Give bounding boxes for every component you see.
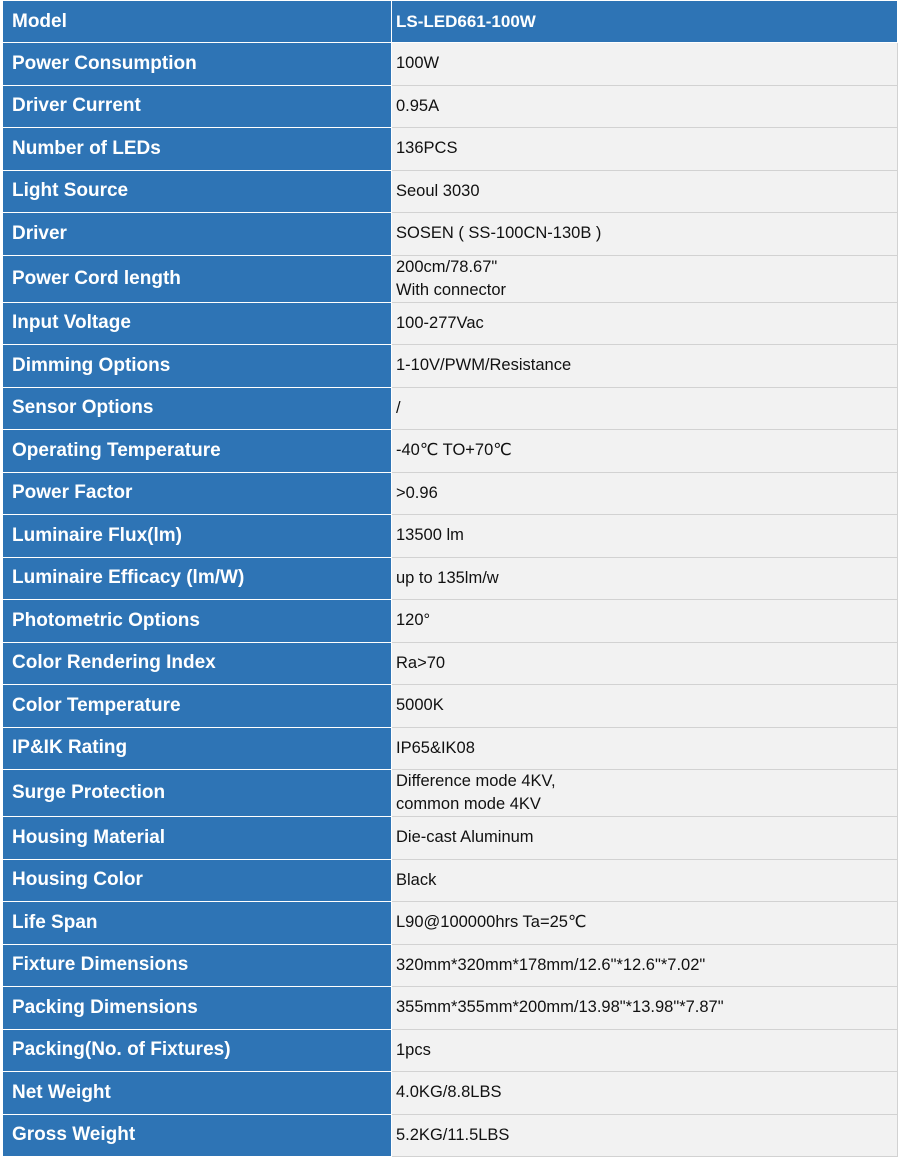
spec-row — [4, 770, 898, 817]
spec-row — [4, 255, 898, 302]
spec-value — [392, 685, 898, 728]
spec-value-line: Ra>70 — [396, 653, 446, 672]
spec-value-line: SOSEN ( SS-100CN-130B ) — [396, 224, 602, 243]
spec-value — [392, 85, 898, 128]
spec-row — [4, 817, 898, 860]
spec-value-line: 5000K — [396, 696, 444, 715]
spec-value — [392, 1114, 898, 1157]
spec-row — [4, 472, 898, 515]
spec-label: Gross Weight — [4, 1114, 392, 1157]
spec-label: Input Voltage — [4, 302, 392, 345]
spec-value-line: 100W — [396, 54, 440, 73]
spec-value — [392, 770, 898, 817]
spec-value-line: Seoul 3030 — [396, 181, 480, 200]
spec-value-line: 320mm*320mm*178mm/12.6"*12.6"*7.02" — [396, 955, 706, 974]
spec-value — [392, 128, 898, 171]
spec-row — [4, 430, 898, 473]
spec-row — [4, 685, 898, 728]
spec-label: Driver Current — [4, 85, 392, 128]
spec-value-line: 100-277Vac — [396, 313, 484, 332]
spec-value-line: 0.95A — [396, 96, 440, 115]
spec-value — [392, 345, 898, 388]
spec-label: Power Factor — [4, 472, 392, 515]
spec-label: Photometric Options — [4, 600, 392, 643]
spec-label: Housing Material — [4, 817, 392, 860]
spec-row — [4, 987, 898, 1030]
spec-label: Packing Dimensions — [4, 987, 392, 1030]
spec-value — [392, 302, 898, 345]
spec-value — [392, 817, 898, 860]
spec-value-line: 120° — [396, 611, 431, 630]
spec-row — [4, 302, 898, 345]
header-row — [4, 1, 898, 43]
spec-value-line: -40℃ TO+70℃ — [396, 441, 512, 460]
spec-label: Surge Protection — [4, 770, 392, 817]
spec-value — [392, 859, 898, 902]
spec-label: Light Source — [4, 170, 392, 213]
spec-value — [392, 255, 898, 302]
spec-row — [4, 859, 898, 902]
spec-value — [392, 387, 898, 430]
spec-row — [4, 727, 898, 770]
spec-label: Housing Color — [4, 859, 392, 902]
spec-value-line: >0.96 — [396, 483, 438, 502]
spec-value — [392, 944, 898, 987]
spec-table — [3, 0, 898, 1157]
spec-label: Operating Temperature — [4, 430, 392, 473]
spec-label: Sensor Options — [4, 387, 392, 430]
spec-label: Packing(No. of Fixtures) — [4, 1029, 392, 1072]
spec-label: Net Weight — [4, 1072, 392, 1115]
spec-row — [4, 1072, 898, 1115]
spec-label: Fixture Dimensions — [4, 944, 392, 987]
spec-value-line: 355mm*355mm*200mm/13.98"*13.98"*7.87" — [396, 998, 724, 1017]
spec-value — [392, 170, 898, 213]
spec-row — [4, 213, 898, 256]
spec-value — [392, 727, 898, 770]
spec-row — [4, 345, 898, 388]
spec-row — [4, 85, 898, 128]
spec-label: Driver — [4, 213, 392, 256]
spec-value — [392, 1072, 898, 1115]
spec-table-body — [4, 1, 898, 1157]
spec-value — [392, 213, 898, 256]
spec-value — [392, 557, 898, 600]
spec-label: Color Temperature — [4, 685, 392, 728]
spec-value — [392, 600, 898, 643]
spec-value-line: / — [396, 398, 401, 417]
spec-value-line: Difference mode 4KV, — [396, 772, 556, 790]
spec-row — [4, 642, 898, 685]
spec-value-line: L90@100000hrs Ta=25℃ — [396, 913, 587, 932]
spec-label: Color Rendering Index — [4, 642, 392, 685]
spec-row — [4, 515, 898, 558]
spec-row — [4, 128, 898, 171]
spec-value — [392, 902, 898, 945]
spec-value-line: 4.0KG/8.8LBS — [396, 1083, 502, 1102]
spec-value-line: 1pcs — [396, 1040, 431, 1059]
spec-value-line: 13500 lm — [396, 526, 464, 545]
spec-value — [392, 642, 898, 685]
spec-value-line: 1-10V/PWM/Resistance — [396, 356, 572, 375]
spec-value-line: 5.2KG/11.5LBS — [396, 1125, 510, 1144]
spec-value-line: common mode 4KV — [396, 795, 541, 813]
spec-label: Luminaire Flux(lm) — [4, 515, 392, 558]
spec-label: IP&IK Rating — [4, 727, 392, 770]
spec-row — [4, 902, 898, 945]
spec-row — [4, 387, 898, 430]
spec-value-line: 136PCS — [396, 139, 458, 158]
spec-row — [4, 600, 898, 643]
spec-value — [392, 1029, 898, 1072]
model-value: LS-LED661-100W — [392, 1, 898, 43]
spec-value-line: Black — [396, 870, 437, 889]
spec-value — [392, 430, 898, 473]
spec-value-line: up to 135lm/w — [396, 568, 499, 587]
spec-value — [392, 472, 898, 515]
spec-value-line: 200cm/78.67" — [396, 257, 498, 276]
spec-label: Life Span — [4, 902, 392, 945]
model-label: Model — [4, 1, 392, 43]
spec-value-line: With connector — [396, 280, 507, 299]
spec-row — [4, 43, 898, 86]
spec-row — [4, 1114, 898, 1157]
spec-row — [4, 1029, 898, 1072]
spec-label: Number of LEDs — [4, 128, 392, 171]
spec-label: Power Cord length — [4, 255, 392, 302]
spec-row — [4, 557, 898, 600]
spec-value — [392, 987, 898, 1030]
spec-value — [392, 515, 898, 558]
spec-label: Dimming Options — [4, 345, 392, 388]
spec-value-line: IP65&IK08 — [396, 738, 475, 757]
spec-label: Luminaire Efficacy (lm/W) — [4, 557, 392, 600]
spec-value — [392, 43, 898, 86]
spec-label: Power Consumption — [4, 43, 392, 86]
spec-row — [4, 170, 898, 213]
spec-value-line: Die-cast Aluminum — [396, 828, 534, 847]
spec-row — [4, 944, 898, 987]
